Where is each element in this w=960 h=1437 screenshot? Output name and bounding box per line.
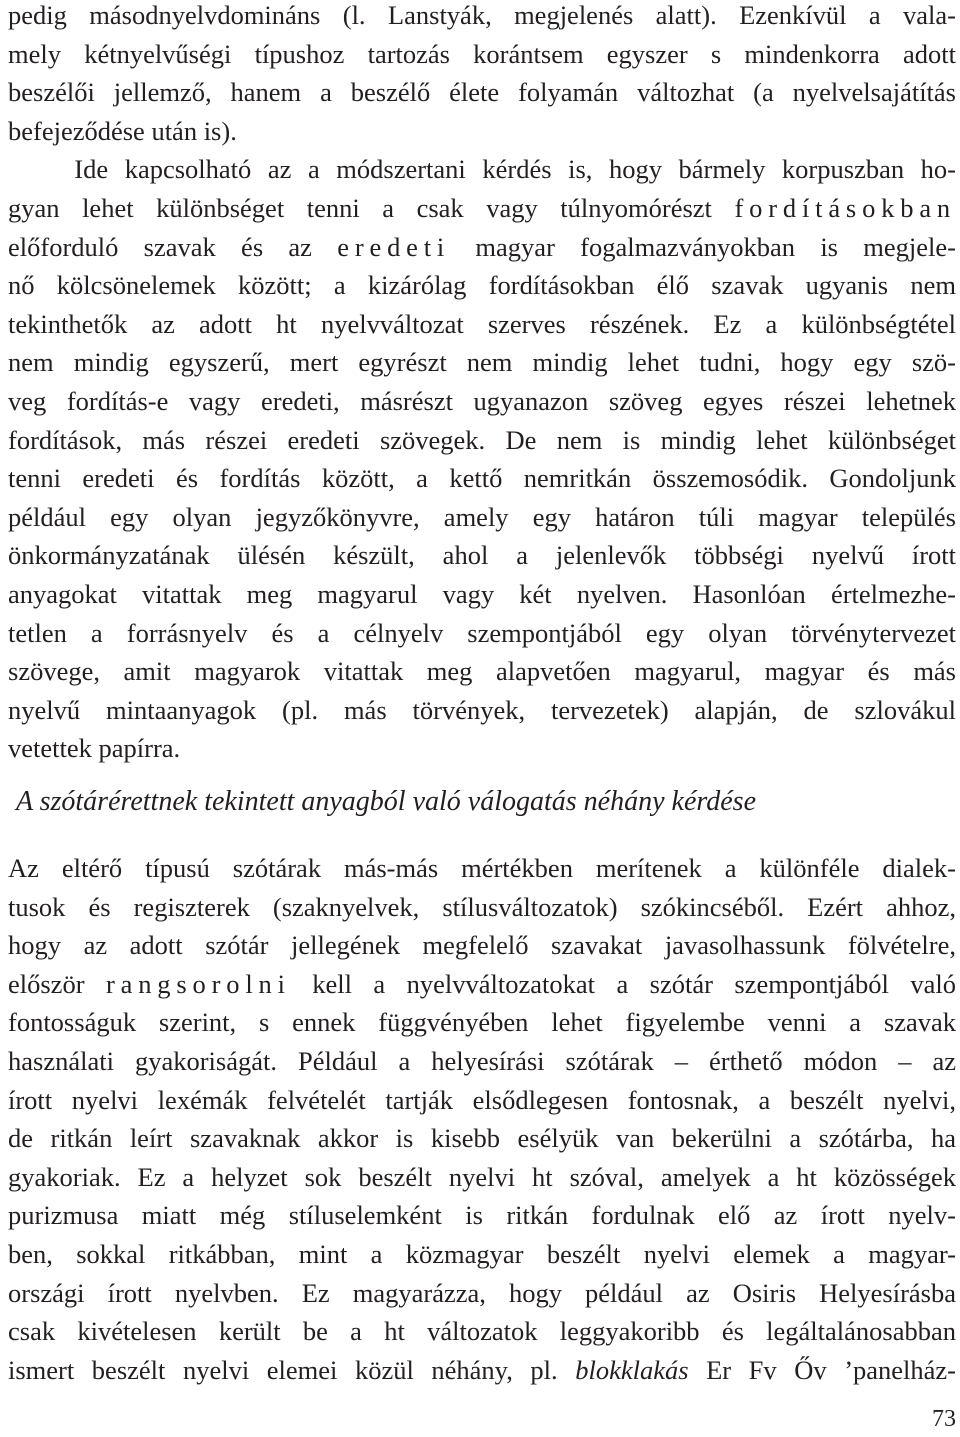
- text-line: de ritkán leírt szavaknak akkor is kisebb esélyük van bekerülni a szótárba, ha: [8, 1123, 956, 1154]
- text-line: tekinthetők az adott ht nyelvváltozat szerves részének. Ez a különbségtétel: [8, 308, 956, 339]
- text-line: fordítások, más részei eredeti szövegek. De nem is mindig lehet különbséget: [8, 424, 956, 455]
- text-line: szövege, amit magyarok vitattak meg alapvetően magyarul, magyar és más: [8, 656, 956, 687]
- text-line: gyakoriak. Ez a helyzet sok beszélt nyelvi ht szóval, amelyek a ht közösségek: [8, 1161, 956, 1192]
- text-line-content: ismert beszélt nyelvi elemei közül néhány, pl.: [8, 1354, 576, 1385]
- text-line: hogy az adott szótár jellegének megfelelő szavakat javasolhassunk fölvételre,: [8, 930, 956, 961]
- text-line: írott nyelvi lexémák felvételét tartják elsődlegesen fontosnak, a beszélt nyelvi,: [8, 1084, 956, 1115]
- text-line: fontosságuk szerint, s ennek függvényében lehet figyelembe venni a szavak: [8, 1007, 956, 1038]
- text-line: országi írott nyelvben. Ez magyarázza, hogy például az Osiris Helyesírásba: [8, 1277, 956, 1308]
- spaced-emphasis: fordításokban: [734, 192, 956, 223]
- text-line: [8, 228, 956, 267]
- text-line: használati gyakoriságát. Például a helyesírási szótárak – érthető módon – az: [8, 1045, 956, 1076]
- text-line: nem mindig egyszerű, mert egyrészt nem mindig lehet tudni, hogy egy szö-: [8, 347, 956, 378]
- text-line: csak kivételesen került be a ht változatok leggyakoribb és legáltalánosabban: [8, 1316, 956, 1347]
- text-line-content: Er Fv Őv ’panelház-: [688, 1354, 957, 1385]
- text-line: vetettek papírra.: [8, 733, 181, 764]
- text-line: befejeződése után is).: [8, 115, 237, 146]
- text-line-content: először: [8, 968, 106, 999]
- text-line: [8, 1351, 956, 1390]
- spaced-emphasis: rangsorolni: [105, 968, 291, 999]
- text-line-content: magyar fogalmazványokban is megjele-: [450, 231, 956, 262]
- text-line: mely kétnyelvűségi típushoz tartozás korántsem egyszer s mindenkorra adott: [8, 38, 956, 69]
- text-line: beszélői jellemző, hanem a beszélő élete folyamán változhat (a nyelvelsajátítás: [8, 77, 956, 108]
- text-line: tusok és regiszterek (szaknyelvek, stílusváltozatok) szókincséből. Ezért ahhoz,: [8, 891, 956, 922]
- text-line: ben, sokkal ritkábban, mint a közmagyar beszélt nyelvi elemek a magyar-: [8, 1238, 956, 1269]
- section-heading: A szótárérettnek tekintett anyagból való válogatás néhány kérdése: [16, 786, 756, 817]
- italic-term: blokklakás: [575, 1354, 689, 1385]
- text-line: például egy olyan jegyzőkönyvre, amely egy határon túli magyar település: [8, 501, 956, 532]
- text-line: veg fordítás-e vagy eredeti, másrészt ugyanazon szöveg egyes részei lehetnek: [8, 385, 956, 416]
- page-number: 73: [932, 1406, 956, 1432]
- text-line: tenni eredeti és fordítás között, a kettő nemritkán összemosódik. Gondoljunk: [8, 463, 956, 494]
- text-line: nő kölcsönelemek között; a kizárólag fordításokban élő szavak ugyanis nem: [8, 270, 956, 301]
- text-line: [8, 965, 956, 1004]
- text-line-content: kell a nyelvváltozatokat a szótár szempontjából való: [290, 968, 956, 999]
- text-line: nyelvű mintaanyagok (pl. más törvények, tervezetek) alapján, de szlovákul: [8, 694, 956, 725]
- text-line: [8, 189, 956, 228]
- text-line-content: előforduló szavak és az: [8, 231, 338, 262]
- text-line: Az eltérő típusú szótárak más-más mértékben merítenek a különféle dialek-: [8, 853, 956, 883]
- text-line: [8, 150, 956, 189]
- text-line: anyagokat vitattak meg magyarul vagy két nyelven. Hasonlóan értelmezhe-: [8, 578, 956, 609]
- text-line-content: gyan lehet különbséget tenni a csak vagy túlnyomórészt: [8, 192, 735, 223]
- text-line: purizmusa miatt még stíluselemként is ritkán fordulnak elő az írott nyelv-: [8, 1200, 956, 1231]
- text-line: pedig másodnyelvdomináns (l. Lanstyák, megjelenés alatt). Ezenkívül a vala-: [8, 0, 956, 30]
- body-text-lower: [8, 849, 956, 1389]
- text-line: önkormányzatának ülésén készült, ahol a jelenlevők többségi nyelvű írott: [8, 540, 956, 571]
- text-line: tetlen a forrásnyelv és a célnyelv szempontjából egy olyan törvénytervezet: [8, 617, 956, 648]
- spaced-emphasis: eredeti: [337, 231, 451, 262]
- body-text-upper: [8, 0, 956, 768]
- text-line-content: Ide kapcsolható az a módszertani kérdés is, hogy bármely korpuszban ho-: [8, 154, 956, 185]
